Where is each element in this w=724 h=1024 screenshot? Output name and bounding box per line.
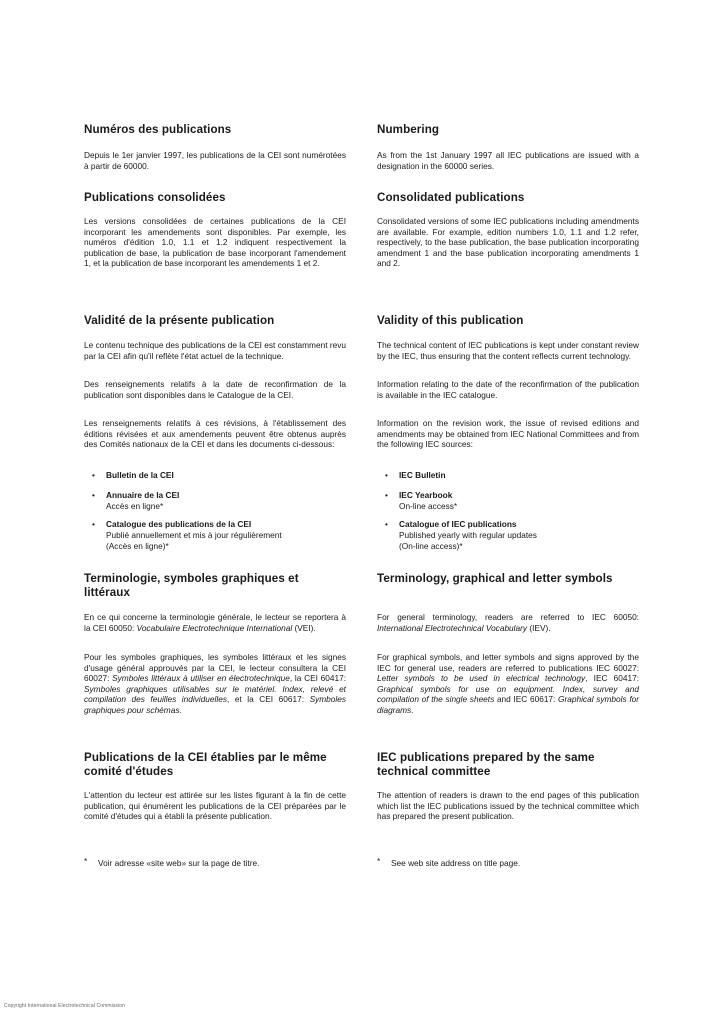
same-committee-heading-en: IEC publications prepared by the same technical committee bbox=[377, 751, 595, 778]
same-committee-body-fr: L'attention du lecteur est attirée sur les listes figurant à la fin de cette publication, qui énumèrent les publications de la CEI préparées par le comité d'études qui a établi la présente publication. bbox=[84, 790, 346, 822]
bullet-icon: • bbox=[92, 490, 95, 500]
same-committee-body-en: The attention of readers is drawn to the end pages of this publication which list the IEC publications issued by the technical committee which has prepared the present publication. bbox=[377, 790, 639, 822]
iec-60027-title: Letter symbols to be used in electrical technology bbox=[377, 673, 586, 684]
bullet-title: IEC Bulletin bbox=[399, 470, 446, 480]
iec-60617-title: Symboles graphiques pour schémas bbox=[84, 694, 346, 715]
validity-heading-fr: Validité de la présente publication bbox=[84, 314, 275, 327]
validity-p2-en: Information relating to the date of the reconfirmation of the publication is available in the IEC catalogue. bbox=[377, 379, 639, 400]
bullet-subtext: Published yearly with regular updates bbox=[399, 530, 537, 540]
consolidated-body-fr: Les versions consolidées de certaines publications de la CEI incorporant les amendements sont disponibles. Par exemple, les numéros d'édition 1.0, 1.1 et 1.2 indiquent respectivement la publication de base, la publication de base incorporant l'amendement 1, et la publication de base incorporant les amendements 1 et 2. bbox=[84, 216, 346, 269]
text-run: For graphical symbols, and letter symbols and signs approved by the IEC for general use, readers are referred to publications IEC 60027: bbox=[377, 652, 639, 673]
numbering-body-en: As from the 1st January 1997 all IEC publications are issued with a designation in the 60000 series. bbox=[377, 150, 639, 171]
terminology-p2-fr bbox=[84, 652, 346, 716]
copyright-notice: Copyright International Electrotechnical Commission bbox=[4, 1003, 125, 1009]
iec-60027-title: Symboles littéraux à utiliser en électrotechnique bbox=[112, 673, 290, 684]
text-run: For general terminology, readers are referred to IEC 60050: bbox=[377, 612, 639, 622]
validity-heading-en: Validity of this publication bbox=[377, 314, 524, 327]
iec-60417-title: Graphical symbols for use on equipment. Index, survey and compilation of the single sheets bbox=[377, 683, 639, 705]
bullet-subtext: Accès en ligne* bbox=[106, 501, 164, 511]
footnote-text: Voir adresse «site web» sur la page de titre. bbox=[98, 858, 260, 868]
numbering-heading-en: Numbering bbox=[377, 123, 440, 136]
bullet-icon: • bbox=[385, 519, 388, 529]
consolidated-body-en: Consolidated versions of some IEC publications including amendments are available. For example, edition numbers 1.0, 1.1 and 1.2 refer, respectively, to the base publication, the base publication incorporating amendment 1 and the base publication incorporating amendments 1 and 2. bbox=[377, 216, 639, 269]
numbering-body-fr: Depuis le 1er janvier 1997, les publications de la CEI sont numérotées à partir de 60000. bbox=[84, 150, 346, 171]
bullet-title: Bulletin de la CEI bbox=[106, 470, 174, 480]
text-run: (IEV). bbox=[527, 622, 551, 633]
numbering-heading-fr: Numéros des publications bbox=[84, 123, 232, 136]
bullet-title: Annuaire de la CEI bbox=[106, 490, 180, 500]
validity-p1-fr: Le contenu technique des publications de la CEI est constamment revu par la CEI afin qu'il reflète l'état actuel de la technique. bbox=[84, 340, 346, 361]
text-run: . bbox=[411, 704, 414, 715]
terminology-p1-en bbox=[377, 612, 639, 633]
iec-60417-title: Symboles graphiques utilisables sur le matériel. Index, relevé et compilation des feuilles individuelles bbox=[84, 683, 346, 705]
text-run: En ce qui concerne la terminologie générale, le lecteur se reportera à la CEI 60050: bbox=[84, 612, 346, 633]
same-committee-heading-fr: Publications de la CEI établies par le même comité d'études bbox=[84, 751, 327, 778]
iec-60617-title: Graphical symbols for diagrams bbox=[377, 694, 640, 715]
validity-p1-en: The technical content of IEC publications is kept under constant review by the IEC, thus ensuring that the content reflects current technology. bbox=[377, 340, 639, 361]
terminology-heading-en: Terminology, graphical and letter symbols bbox=[377, 572, 613, 585]
validity-p3-en: Information on the revision work, the issue of revised editions and amendments may be obtained from IEC National Committees and from the following IEC sources: bbox=[377, 418, 639, 450]
validity-p2-fr: Des renseignements relatifs à la date de reconfirmation de la publication sont disponibles dans le Catalogue de la CEI. bbox=[84, 379, 346, 400]
footnote-text: See web site address on title page. bbox=[391, 858, 521, 868]
text-run: Pour les symboles graphiques, les symboles littéraux et les signes d'usage général approuvés par la CEI, le lecteur consultera la CEI 60027: bbox=[84, 652, 346, 684]
terminology-p1-fr bbox=[84, 612, 346, 633]
bullet-subtext: (Accès en ligne)* bbox=[106, 541, 169, 551]
bullet-subtext: (On-line access)* bbox=[399, 541, 463, 551]
footnote-marker: * bbox=[377, 856, 381, 866]
consolidated-heading-en: Consolidated publications bbox=[377, 191, 525, 204]
bullet-subtext: Publié annuellement et mis à jour régulièrement bbox=[106, 530, 282, 540]
bullet-title: IEC Yearbook bbox=[399, 490, 453, 500]
bullet-title: Catalogue des publications de la CEI bbox=[106, 519, 252, 529]
text-run: , la CEI 60417: bbox=[289, 673, 346, 684]
terminology-heading-fr: Terminologie, symboles graphiques et littéraux bbox=[84, 572, 299, 599]
iec-60050-title: Vocabulaire Electrotechnique International bbox=[136, 622, 293, 633]
text-run: and IEC 60617: bbox=[494, 694, 559, 705]
bullet-title: Catalogue of IEC publications bbox=[399, 519, 517, 529]
bullet-subtext: On-line access* bbox=[399, 501, 458, 511]
bullet-icon: • bbox=[92, 519, 95, 529]
text-run: , et la CEI 60617: bbox=[226, 694, 310, 705]
text-run: (VEI). bbox=[292, 622, 316, 633]
terminology-p2-en bbox=[377, 652, 639, 716]
bullet-icon: • bbox=[385, 470, 388, 480]
bullet-icon: • bbox=[385, 490, 388, 500]
footnote-marker: * bbox=[84, 856, 88, 866]
validity-p3-fr: Les renseignements relatifs à ces révisions, à l'établissement des éditions révisées et aux amendements peuvent être obtenus auprès des Comités nationaux de la CEI et dans les documents ci-dessous: bbox=[84, 418, 346, 450]
text-run: , IEC 60417: bbox=[585, 673, 640, 684]
iec-60050-title: International Electrotechnical Vocabulary bbox=[377, 622, 528, 633]
bullet-icon: • bbox=[92, 470, 95, 480]
text-run: . bbox=[179, 704, 182, 715]
consolidated-heading-fr: Publications consolidées bbox=[84, 191, 226, 204]
